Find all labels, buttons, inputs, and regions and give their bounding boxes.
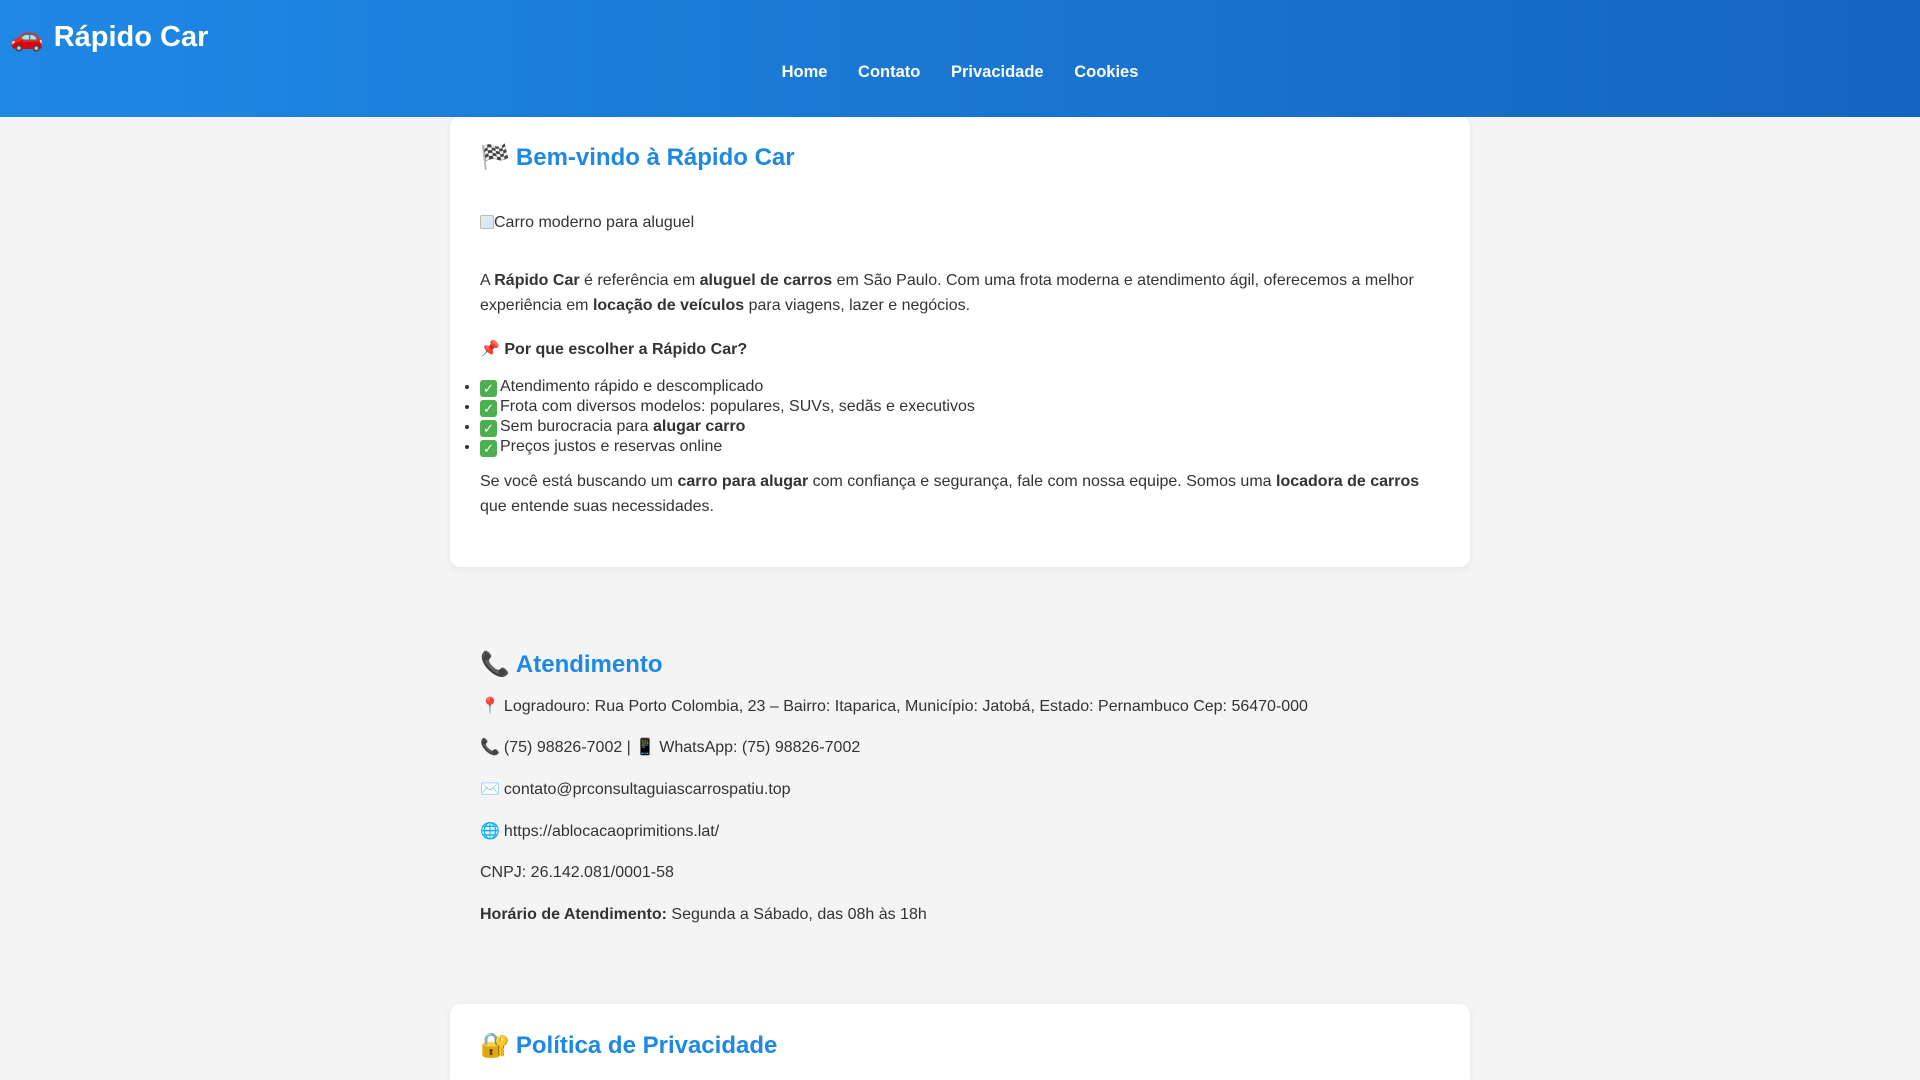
contact-title bbox=[480, 650, 663, 680]
reasons-list bbox=[450, 377, 975, 457]
why-heading bbox=[480, 337, 1440, 362]
checkered-flag-icon: 🏁 bbox=[480, 144, 510, 171]
list-item bbox=[480, 377, 975, 397]
email-link[interactable]: contato@prconsultaguiascarrospatiu.top bbox=[503, 781, 791, 798]
address-text: Logradouro: Rua Porto Colombia, 23 – Bairro: Itaparica, Município: Jatobá, Estado: Pernambuco Cep: 56470-000 bbox=[503, 698, 1308, 715]
contact-title-text: Atendimento bbox=[515, 651, 663, 678]
list-item bbox=[480, 417, 975, 437]
brand-name: Rápido Car bbox=[53, 21, 209, 53]
intro-text: é referência em bbox=[579, 272, 700, 289]
intro-text: para viagens, lazer e negócios. bbox=[744, 297, 971, 314]
nav-cookies-link[interactable]: Cookies bbox=[1074, 63, 1139, 81]
closing-text: Se você está buscando um bbox=[480, 473, 678, 490]
whatsapp-number[interactable]: WhatsApp: (75) 98826-7002 bbox=[659, 739, 861, 756]
site-header bbox=[0, 0, 1920, 117]
nav-privacidade-link[interactable]: Privacidade bbox=[950, 63, 1044, 81]
intro-paragraph bbox=[480, 268, 1440, 318]
reason-text: Sem burocracia para bbox=[500, 418, 653, 435]
cnpj-text: CNPJ: 26.142.081/0001-58 bbox=[480, 864, 674, 881]
intro-bold: locação de veículos bbox=[592, 297, 745, 314]
contact-section bbox=[450, 640, 1470, 940]
envelope-icon: ✉️ bbox=[480, 781, 500, 798]
globe-icon: 🌐 bbox=[480, 823, 500, 840]
reason-text: Atendimento rápido e descomplicado bbox=[500, 378, 764, 395]
hours-label: Horário de Atendimento: bbox=[480, 906, 667, 923]
welcome-section bbox=[450, 117, 1470, 567]
telephone-icon: 📞 bbox=[480, 651, 510, 678]
check-mark-icon: ✓ bbox=[480, 380, 497, 397]
website-link[interactable]: https://ablocacaoprimitions.lat/ bbox=[503, 823, 720, 840]
email-line bbox=[480, 779, 791, 801]
brand-logo[interactable] bbox=[10, 20, 208, 54]
car-image bbox=[480, 213, 694, 233]
nav-contato-link[interactable]: Contato bbox=[858, 63, 921, 81]
list-item bbox=[480, 437, 975, 457]
intro-text: A bbox=[480, 272, 495, 289]
phone-number[interactable]: (75) 98826-7002 | bbox=[503, 739, 631, 756]
location-pin-icon: 📍 bbox=[480, 698, 500, 715]
main-nav bbox=[0, 60, 1920, 84]
welcome-title-text: Bem-vindo à Rápido Car bbox=[515, 144, 795, 171]
closing-text: que entende suas necessidades. bbox=[480, 498, 714, 515]
website-line bbox=[480, 821, 719, 843]
intro-bold: aluguel de carros bbox=[699, 272, 833, 289]
car-icon: 🚗 bbox=[10, 22, 44, 52]
reason-bold: alugar carro bbox=[652, 418, 746, 435]
privacy-section bbox=[450, 1004, 1470, 1080]
why-heading-text: Por que escolher a Rápido Car? bbox=[504, 341, 748, 358]
check-mark-icon: ✓ bbox=[480, 420, 497, 437]
lock-with-key-icon: 🔐 bbox=[480, 1032, 510, 1059]
nav-home-link[interactable]: Home bbox=[781, 63, 828, 81]
closing-paragraph bbox=[480, 469, 1440, 519]
reason-text: Preços justos e reservas online bbox=[500, 438, 723, 455]
pushpin-icon: 📌 bbox=[480, 341, 500, 358]
mobile-phone-icon: 📱 bbox=[635, 739, 656, 756]
car-image-alt-text: Carro moderno para aluguel bbox=[494, 214, 695, 231]
hours-value: Segunda a Sábado, das 08h às 18h bbox=[666, 906, 927, 923]
intro-bold: Rápido Car bbox=[494, 272, 580, 289]
broken-image-icon bbox=[480, 215, 494, 229]
phone-line bbox=[480, 737, 860, 759]
cnpj-line bbox=[480, 862, 674, 884]
welcome-title bbox=[480, 143, 795, 173]
intro-text: em São Paulo. Com uma frota moderna e atendimento ágil, oferecemos a melhor experiência em bbox=[480, 272, 1414, 314]
closing-bold: carro para alugar bbox=[677, 473, 809, 490]
reason-text: Frota com diversos modelos: populares, SUVs, sedãs e executivos bbox=[500, 398, 975, 415]
check-mark-icon: ✓ bbox=[480, 440, 497, 457]
list-item bbox=[480, 397, 975, 417]
address-line bbox=[480, 696, 1308, 718]
hours-line bbox=[480, 904, 927, 926]
closing-bold: locadora de carros bbox=[1276, 473, 1420, 490]
privacy-title bbox=[480, 1031, 777, 1061]
telephone-icon: 📞 bbox=[480, 739, 500, 756]
check-mark-icon: ✓ bbox=[480, 400, 497, 417]
privacy-title-text: Política de Privacidade bbox=[515, 1032, 778, 1059]
closing-text: com confiança e segurança, fale com nossa equipe. Somos uma bbox=[808, 473, 1276, 490]
